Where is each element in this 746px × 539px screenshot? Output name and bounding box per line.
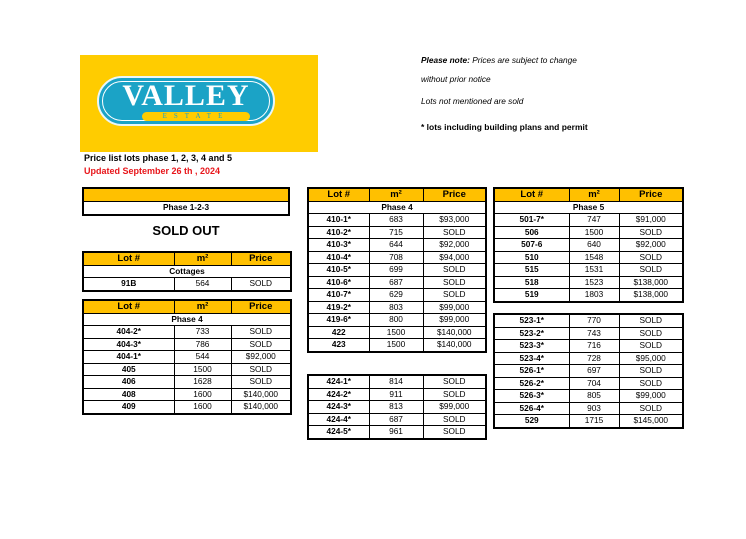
table-row [494, 289, 683, 302]
lot-price: $91,000 [619, 214, 683, 227]
lot-number: 409 [83, 401, 174, 414]
col-area: m² [174, 300, 231, 313]
logo-wordmark: VALLEY [122, 79, 250, 112]
updated-date: Updated September 26 th , 2024 [84, 166, 221, 176]
lot-area: 803 [369, 301, 423, 314]
lot-price: SOLD [619, 251, 683, 264]
lot-area: 1500 [369, 339, 423, 352]
lot-area: 697 [569, 365, 619, 378]
table-row [83, 338, 291, 351]
table-row [494, 340, 683, 353]
col-price: Price [231, 252, 291, 265]
table-row [308, 226, 486, 239]
lot-number: 523-2* [494, 327, 569, 340]
table-row [308, 264, 486, 277]
table-row [308, 239, 486, 252]
lot-number: 422 [308, 326, 369, 339]
lot-number: 529 [494, 415, 569, 428]
lot-price: SOLD [423, 289, 486, 302]
lot-price: SOLD [619, 226, 683, 239]
lot-price: SOLD [231, 278, 291, 291]
lot-price: $140,000 [423, 339, 486, 352]
lot-number: 526-2* [494, 377, 569, 390]
lot-price: SOLD [619, 402, 683, 415]
table-row [308, 314, 486, 327]
lot-number: 523-4* [494, 352, 569, 365]
table-row [308, 214, 486, 227]
lot-area: 715 [369, 226, 423, 239]
table-row [494, 314, 683, 327]
logo-pill [97, 76, 275, 126]
lot-number: 419-2* [308, 301, 369, 314]
lot-number: 406 [83, 376, 174, 389]
lot-price: SOLD [231, 376, 291, 389]
note-line-1 [421, 55, 577, 65]
lot-price: SOLD [619, 340, 683, 353]
lot-price: $92,000 [619, 239, 683, 252]
phase-123-table [82, 187, 290, 216]
lot-area: 1803 [569, 289, 619, 302]
table-row [308, 426, 486, 439]
lot-number: 404-1* [83, 351, 174, 364]
note-asterisk: * lots including building plans and permit [421, 122, 588, 132]
table-row [83, 363, 291, 376]
section-title: Phase 4 [308, 201, 486, 214]
table-row [83, 401, 291, 414]
lot-area: 814 [369, 375, 423, 388]
lot-area: 813 [369, 401, 423, 414]
lot-area: 704 [569, 377, 619, 390]
lot-area: 640 [569, 239, 619, 252]
lot-number: 526-4* [494, 402, 569, 415]
lot-number: 410-6* [308, 276, 369, 289]
phase-5-table [493, 187, 684, 303]
lot-number: 419-6* [308, 314, 369, 327]
lot-area: 747 [569, 214, 619, 227]
table-row [308, 251, 486, 264]
lot-area: 1600 [174, 388, 231, 401]
lot-area: 716 [569, 340, 619, 353]
lot-price: SOLD [619, 264, 683, 277]
lot-area: 728 [569, 352, 619, 365]
lot-price: $138,000 [619, 289, 683, 302]
price-list-title: Price list lots phase 1, 2, 3, 4 and 5 [84, 153, 233, 163]
section-title: Phase 5 [494, 201, 683, 214]
lot-number: 424-3* [308, 401, 369, 414]
lot-area: 1531 [569, 264, 619, 277]
lot-number: 410-4* [308, 251, 369, 264]
note-line-2: without prior notice [421, 74, 491, 84]
table-row [83, 388, 291, 401]
table-row [494, 377, 683, 390]
lot-area: 1600 [174, 401, 231, 414]
lot-number: 510 [494, 251, 569, 264]
lot-price: $95,000 [619, 352, 683, 365]
logo-subtitle: ESTATE [142, 112, 250, 121]
lot-number: 91B [83, 278, 174, 291]
table-row [494, 264, 683, 277]
table-row [308, 301, 486, 314]
col-area: m² [569, 188, 619, 201]
lot-area: 1523 [569, 276, 619, 289]
note-text: Prices are subject to change [469, 55, 577, 65]
lot-number: 410-1* [308, 214, 369, 227]
lot-price: SOLD [619, 314, 683, 327]
table-row [83, 376, 291, 389]
lot-number: 404-3* [83, 338, 174, 351]
lot-number: 410-5* [308, 264, 369, 277]
lot-price: SOLD [423, 264, 486, 277]
lot-area: 903 [569, 402, 619, 415]
lot-number: 501-7* [494, 214, 569, 227]
lot-area: 1500 [569, 226, 619, 239]
table-row [308, 388, 486, 401]
lot-area: 683 [369, 214, 423, 227]
lot-price: $145,000 [619, 415, 683, 428]
lot-price: SOLD [231, 363, 291, 376]
lot-number: 423 [308, 339, 369, 352]
lot-price: SOLD [231, 326, 291, 339]
lot-price: SOLD [231, 338, 291, 351]
col-lot: Lot # [494, 188, 569, 201]
col-price: Price [423, 188, 486, 201]
table-row [494, 239, 683, 252]
lot-number: 526-3* [494, 390, 569, 403]
lot-number: 519 [494, 289, 569, 302]
lot-number: 404-2* [83, 326, 174, 339]
lot-price: SOLD [423, 276, 486, 289]
table-row [308, 401, 486, 414]
lot-area: 961 [369, 426, 423, 439]
table-row [494, 226, 683, 239]
lot-number: 410-7* [308, 289, 369, 302]
lot-price: $140,000 [231, 388, 291, 401]
lot-number: 410-3* [308, 239, 369, 252]
sold-out-label: SOLD OUT [152, 223, 220, 238]
lot-number: 405 [83, 363, 174, 376]
lot-price: $138,000 [619, 276, 683, 289]
table-row [83, 278, 291, 291]
phase-4-mid-table [307, 187, 487, 353]
table-row [494, 327, 683, 340]
lot-price: $99,000 [423, 401, 486, 414]
lot-number: 424-5* [308, 426, 369, 439]
lot-number: 523-1* [494, 314, 569, 327]
lot-price: $140,000 [231, 401, 291, 414]
phase-4-left-table [82, 299, 292, 415]
lot-price: SOLD [423, 413, 486, 426]
table-row [494, 402, 683, 415]
lot-area: 911 [369, 388, 423, 401]
lot-price: $140,000 [423, 326, 486, 339]
lot-number: 518 [494, 276, 569, 289]
table-row [308, 326, 486, 339]
table-row [83, 351, 291, 364]
lot-area: 544 [174, 351, 231, 364]
lot-number: 424-4* [308, 413, 369, 426]
lot-area: 805 [569, 390, 619, 403]
lot-number: 424-1* [308, 375, 369, 388]
lot-area: 699 [369, 264, 423, 277]
phase-4-mid-table-2 [307, 374, 487, 440]
lot-price: $92,000 [423, 239, 486, 252]
lot-area: 733 [174, 326, 231, 339]
col-price: Price [619, 188, 683, 201]
lot-price: $92,000 [231, 351, 291, 364]
table-row [308, 276, 486, 289]
lot-area: 770 [569, 314, 619, 327]
section-title: Cottages [83, 265, 291, 278]
table-row [308, 339, 486, 352]
lot-area: 1500 [174, 363, 231, 376]
table-row [494, 276, 683, 289]
table-row [494, 365, 683, 378]
lot-price: $99,000 [619, 390, 683, 403]
lot-area: 1628 [174, 376, 231, 389]
col-lot: Lot # [83, 300, 174, 313]
col-price: Price [231, 300, 291, 313]
table-row [494, 251, 683, 264]
cottages-table [82, 251, 292, 292]
col-lot: Lot # [83, 252, 174, 265]
lot-price: SOLD [423, 375, 486, 388]
valley-estate-logo [80, 55, 318, 152]
phase-5-table-2 [493, 313, 684, 429]
table-row [83, 326, 291, 339]
table-row [494, 415, 683, 428]
lot-area: 1548 [569, 251, 619, 264]
lot-area: 708 [369, 251, 423, 264]
header-band [83, 188, 289, 202]
lot-number: 507-6 [494, 239, 569, 252]
col-area: m² [174, 252, 231, 265]
table-row [494, 214, 683, 227]
lot-number: 424-2* [308, 388, 369, 401]
lot-area: 687 [369, 413, 423, 426]
lot-number: 526-1* [494, 365, 569, 378]
table-row [494, 390, 683, 403]
lot-price: $93,000 [423, 214, 486, 227]
col-lot: Lot # [308, 188, 369, 201]
lot-number: 506 [494, 226, 569, 239]
lot-price: SOLD [619, 365, 683, 378]
table-row [308, 375, 486, 388]
table-row [308, 413, 486, 426]
lot-area: 629 [369, 289, 423, 302]
lot-price: $94,000 [423, 251, 486, 264]
lot-area: 1500 [369, 326, 423, 339]
lot-area: 800 [369, 314, 423, 327]
lot-area: 687 [369, 276, 423, 289]
lot-price: $99,000 [423, 314, 486, 327]
lot-number: 523-3* [494, 340, 569, 353]
lot-area: 1715 [569, 415, 619, 428]
lot-number: 408 [83, 388, 174, 401]
lot-price: SOLD [423, 388, 486, 401]
col-area: m² [369, 188, 423, 201]
phase-title: Phase 1-2-3 [83, 202, 289, 215]
lot-number: 410-2* [308, 226, 369, 239]
lot-area: 644 [369, 239, 423, 252]
lot-area: 564 [174, 278, 231, 291]
lot-area: 743 [569, 327, 619, 340]
lot-price: SOLD [423, 426, 486, 439]
lot-price: SOLD [423, 226, 486, 239]
note-label: Please note: [421, 55, 470, 65]
lot-number: 515 [494, 264, 569, 277]
lot-area: 786 [174, 338, 231, 351]
lot-price: SOLD [619, 377, 683, 390]
table-row [494, 352, 683, 365]
lot-price: SOLD [619, 327, 683, 340]
note-line-3: Lots not mentioned are sold [421, 96, 524, 106]
section-title: Phase 4 [83, 313, 291, 326]
table-row [308, 289, 486, 302]
lot-price: $99,000 [423, 301, 486, 314]
